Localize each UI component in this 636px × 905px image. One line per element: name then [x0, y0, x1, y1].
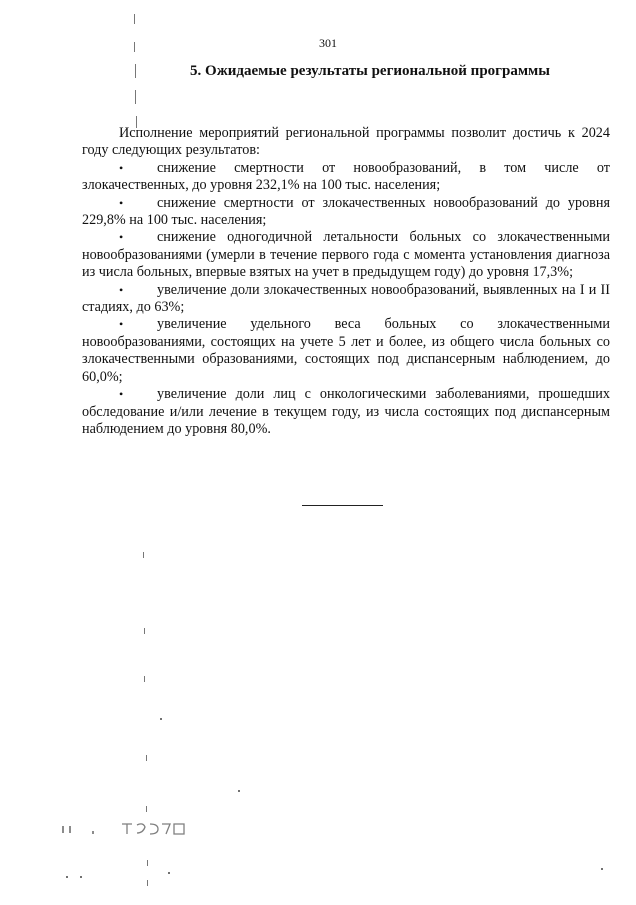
list-item-text: снижение смертности от злокачественных новообразований до уровня 229,8% на 100 тыс. населения; — [82, 194, 610, 229]
scan-artifact-dot — [80, 876, 82, 878]
scan-artifact-dot — [66, 876, 68, 878]
intro-paragraph: Исполнение мероприятий региональной программы позволит достичь к 2024 году следующих результатов: — [82, 125, 610, 159]
scan-artifact-line — [143, 552, 144, 558]
list-item-text: увеличение доли злокачественных новообразований, выявленных на I и II стадиях, до 63%; — [82, 281, 610, 316]
bullet-icon: • — [119, 387, 124, 402]
list-item-text: снижение смертности от новообразований, в том числе от злокачественных, до уровня 232,1% на 100 тыс. населения; — [82, 159, 610, 194]
scan-stamp-glyphs — [62, 820, 202, 838]
section-title: 5. Ожидаемые результаты региональной программы — [190, 63, 550, 79]
bullet-icon: • — [119, 282, 124, 297]
list-item — [82, 160, 610, 195]
scan-artifact-line — [144, 628, 145, 634]
list-item-text: снижение одногодичной летальности больных со злокачественными новообразованиями (умерли в течение первого года с момента установления диагноза из числа больных, впервые взятых на учет в предыдущем году) до уровня 17,3%; — [82, 229, 610, 281]
bullet-icon: • — [119, 317, 124, 332]
list-item — [82, 195, 610, 230]
scan-artifact-dot — [160, 718, 162, 720]
list-item-text: увеличение доли лиц с онкологическими заболеваниями, прошедших обследование и/или лечение в текущем году, из числа состоящих под диспансерным наблюдением до уровня 80,0%. — [82, 386, 610, 437]
scan-artifact-line — [147, 860, 148, 866]
section-divider — [302, 505, 383, 506]
scan-artifact-line — [146, 806, 147, 812]
list-item-text: увеличение удельного веса больных со злокачественными новообразованиями, состоящих на учете 5 лет и более, из общего числа больных со злокачественными образованиями, состоящих под диспансерным наблюдением, до 60,0%; — [82, 316, 610, 385]
scan-artifact-line — [144, 676, 145, 682]
scan-artifact-line — [135, 64, 136, 78]
page-number: 301 — [319, 36, 337, 50]
scan-artifact-dot — [168, 872, 170, 874]
bullet-icon: • — [119, 230, 124, 245]
list-item — [82, 386, 610, 438]
scan-artifact-line — [147, 880, 148, 886]
scan-artifact-line — [135, 90, 136, 104]
bullet-icon: • — [119, 195, 124, 210]
scan-stamp-artifact — [62, 820, 202, 842]
document-body — [82, 125, 610, 438]
list-item — [82, 229, 610, 281]
list-item — [82, 282, 610, 317]
scan-artifact-line — [146, 755, 147, 761]
bullet-icon: • — [119, 160, 124, 175]
list-item — [82, 316, 610, 386]
scan-artifact-dot — [238, 790, 240, 792]
scan-artifact-dot — [601, 868, 603, 870]
scan-artifact-line — [134, 14, 135, 24]
